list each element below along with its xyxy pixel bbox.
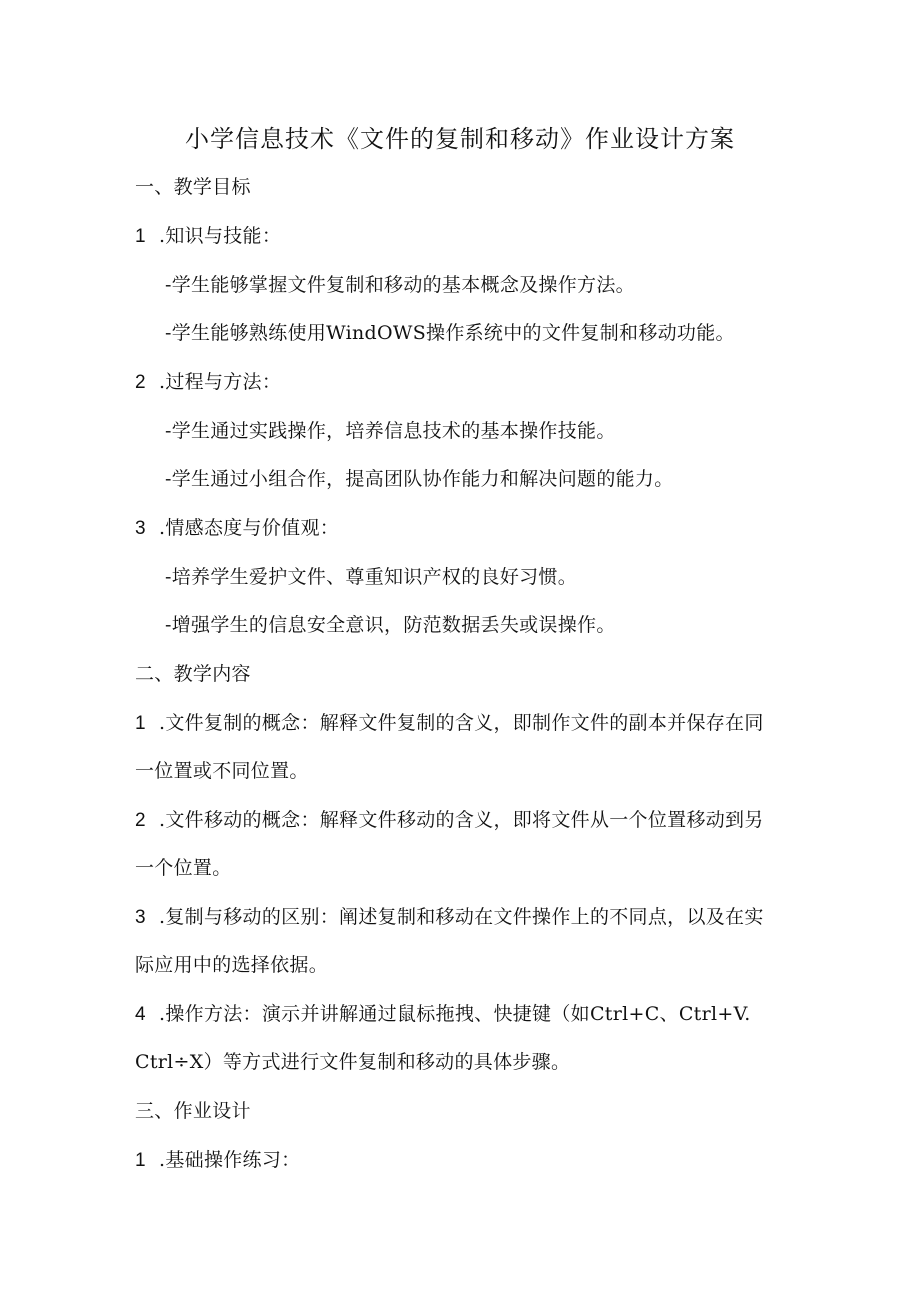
content-item-1 bbox=[135, 710, 764, 737]
item-number: 3 bbox=[135, 518, 146, 539]
section-heading-content: 二、教学内容 bbox=[135, 663, 251, 685]
item-number: 2 bbox=[135, 810, 146, 831]
content-item-continuation: 际应用中的选择依据。 bbox=[135, 954, 329, 976]
objective-point: -学生能够掌握文件复制和移动的基本概念及操作方法。 bbox=[165, 274, 635, 296]
item-text: .操作方法：演示并讲解通过鼠标拖拽、快捷键（如Ctrl+C、Ctrl+V. bbox=[159, 1003, 751, 1025]
objective-item-2 bbox=[135, 369, 281, 396]
section-heading-assignment: 三、作业设计 bbox=[135, 1100, 251, 1122]
objective-point: -学生能够熟练使用WindOWS操作系统中的文件复制和移动功能。 bbox=[165, 322, 735, 344]
item-number: 2 bbox=[135, 372, 146, 393]
item-number: 1 bbox=[135, 713, 146, 734]
item-label: .过程与方法： bbox=[159, 371, 282, 393]
objective-item-3 bbox=[135, 515, 339, 542]
objective-point: -增强学生的信息安全意识，防范数据丢失或误操作。 bbox=[165, 614, 616, 636]
objective-point: -学生通过实践操作，培养信息技术的基本操作技能。 bbox=[165, 420, 616, 442]
content-item-continuation: Ctrl÷X）等方式进行文件复制和移动的具体步骤。 bbox=[135, 1051, 571, 1073]
item-number: 1 bbox=[135, 226, 146, 247]
item-number: 1 bbox=[135, 1150, 146, 1171]
objective-point: -学生通过小组合作，提高团队协作能力和解决问题的能力。 bbox=[165, 468, 674, 490]
objective-item-1 bbox=[135, 223, 281, 250]
content-item-continuation: 一个位置。 bbox=[135, 857, 232, 879]
item-number: 3 bbox=[135, 907, 146, 928]
objective-point: -培养学生爱护文件、尊重知识产权的良好习惯。 bbox=[165, 566, 578, 588]
assignment-item-1 bbox=[135, 1147, 300, 1174]
item-text: .复制与移动的区别：阐述复制和移动在文件操作上的不同点，以及在实 bbox=[159, 906, 764, 928]
content-item-2 bbox=[135, 807, 764, 834]
document-title: 小学信息技术《文件的复制和移动》作业设计方案 bbox=[185, 125, 735, 153]
content-item-3 bbox=[135, 904, 764, 931]
content-item-4 bbox=[135, 1001, 751, 1028]
content-item-continuation: 一位置或不同位置。 bbox=[135, 760, 309, 782]
item-text: .文件复制的概念：解释文件复制的含义，即制作文件的副本并保存在同 bbox=[159, 712, 764, 734]
item-number: 4 bbox=[135, 1004, 146, 1025]
section-heading-objectives: 一、教学目标 bbox=[135, 176, 251, 198]
item-label: .情感态度与价值观： bbox=[159, 517, 340, 539]
item-text: .文件移动的概念：解释文件移动的含义，即将文件从一个位置移动到另 bbox=[159, 809, 764, 831]
item-label: .基础操作练习： bbox=[159, 1149, 301, 1171]
item-label: .知识与技能： bbox=[159, 225, 282, 247]
